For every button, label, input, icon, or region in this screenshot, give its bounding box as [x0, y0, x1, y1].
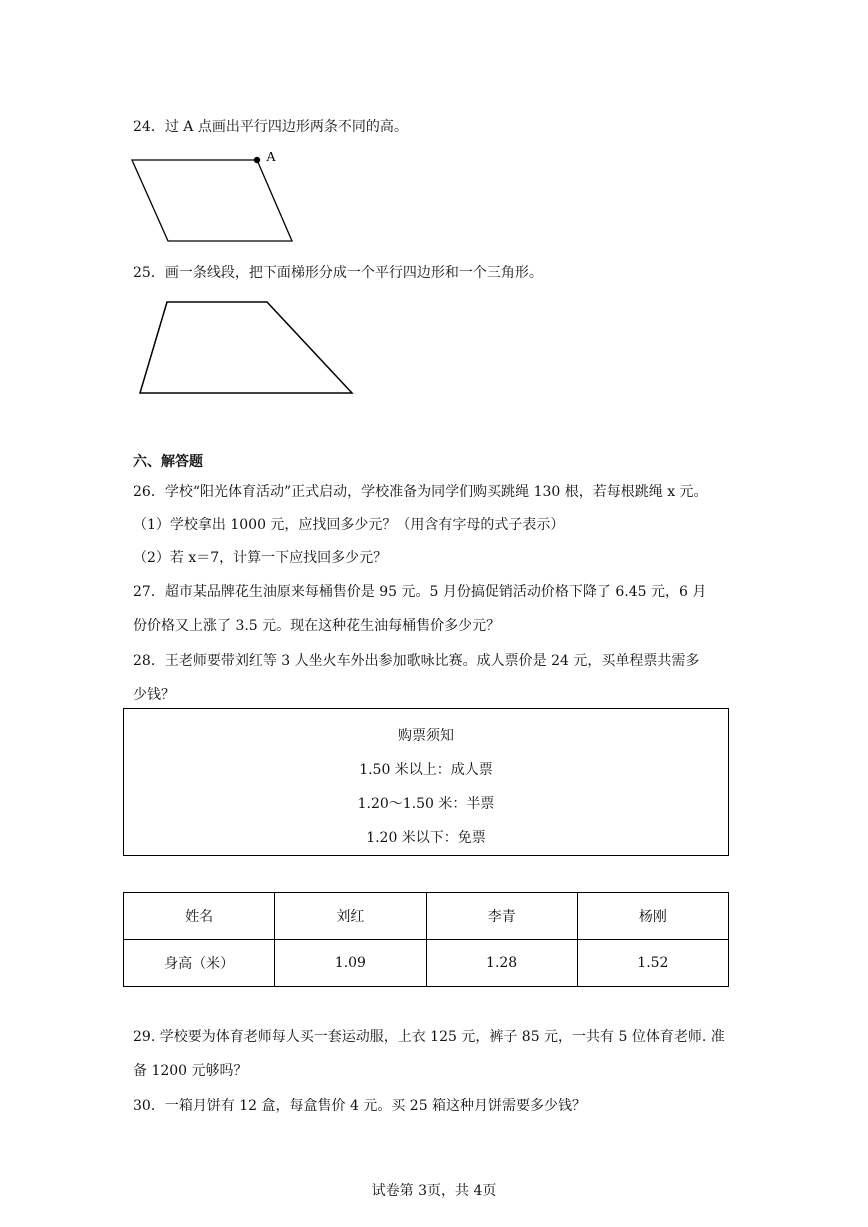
- table-cell: 姓名: [124, 893, 275, 940]
- notice-title: 购票须知: [398, 728, 454, 744]
- question-25: 25．画一条线段，把下面梯形分成一个平行四边形和一个三角形。: [133, 265, 543, 281]
- section-title: 六、解答题: [133, 454, 203, 470]
- question-28-line-1: 28．王老师要带刘红等 3 人坐火车外出参加歌咏比赛。成人票价是 24 元，买单程票共需多: [133, 653, 700, 669]
- question-27-line-2: 份价格又上涨了 3.5 元。现在这种花生油每桶售价多少元？: [133, 618, 501, 634]
- question-26: 26．学校“阳光体育活动”正式启动，学校准备为同学们购买跳绳 130 根，若每根跳绳 x 元。: [133, 484, 708, 500]
- question-30: 30．一箱月饼有 12 盒，每盒售价 4 元。买 25 箱这种月饼需要多少钱？: [133, 1098, 587, 1114]
- parallelogram-shape: [132, 160, 292, 241]
- table-cell: 1.52: [577, 940, 728, 987]
- table-cell: 刘红: [275, 893, 426, 940]
- page-footer: 试卷第 3页，共 4页: [371, 1183, 497, 1199]
- question-26-part-1: （1）学校拿出 1000 元，应找回多少元？（用含有字母的式子表示）: [133, 517, 565, 533]
- ticket-notice-box: [123, 708, 729, 856]
- trapezoid-figure: [130, 292, 360, 402]
- notice-rule-free: 1.20 米以下：免票: [366, 830, 486, 846]
- parallelogram-figure: [126, 146, 306, 246]
- trapezoid-shape: [140, 302, 352, 393]
- notice-rule-adult: 1.50 米以上：成人票: [359, 762, 493, 778]
- notice-rule-half: 1.20～1.50 米：半票: [357, 796, 495, 812]
- table-row: [124, 940, 729, 987]
- table-cell: 身高（米）: [124, 940, 275, 987]
- table-header-row: [124, 893, 729, 940]
- table-cell: 1.09: [275, 940, 426, 987]
- question-29-line-2: 备 1200 元够吗？: [133, 1063, 248, 1079]
- table-cell: 1.28: [426, 940, 577, 987]
- height-table: [123, 892, 729, 987]
- point-a-dot: [254, 157, 260, 163]
- question-29-line-1: 29. 学校要为体育老师每人买一套运动服，上衣 125 元，裤子 85 元，一共有 5 位体育老师. 准: [133, 1029, 725, 1045]
- question-27-line-1: 27．超市某品牌花生油原来每桶售价是 95 元。5 月份搞促销活动价格下降了 6.45 元，6 月: [133, 584, 707, 600]
- table-cell: 李青: [426, 893, 577, 940]
- question-28-line-2: 少钱？: [133, 687, 175, 703]
- question-24: 24．过 A 点画出平行四边形两条不同的高。: [133, 119, 408, 135]
- table-cell: 杨刚: [577, 893, 728, 940]
- question-26-part-2: （2）若 x＝7，计算一下应找回多少元？: [133, 550, 388, 566]
- point-a-label: A: [266, 150, 277, 165]
